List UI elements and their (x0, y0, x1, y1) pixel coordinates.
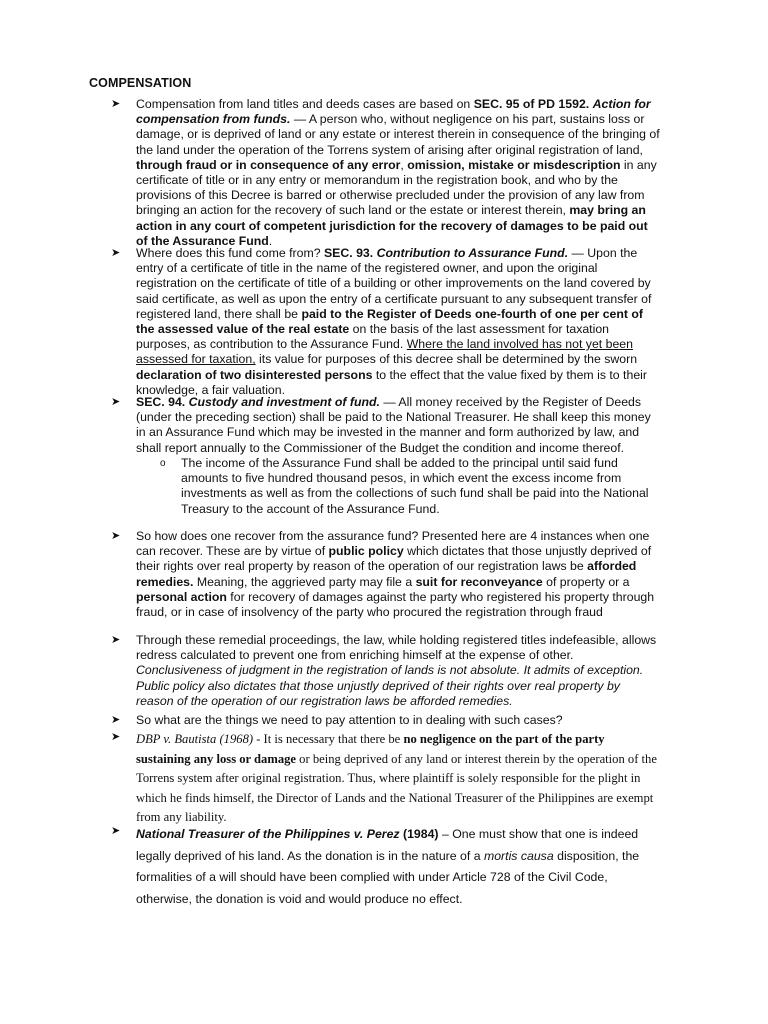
text-run: The income of the Assurance Fund shall be added to the principal until said fund amounts to five hundred thousand pesos, in which event the excess income from investments as well as from the collections of such fund shall be paid into the National Treasury to the account of the Assurance Fund. (181, 456, 649, 516)
list-item-sec93 (112, 246, 660, 398)
list-item-remedial (112, 633, 660, 709)
paragraph-text (136, 713, 660, 728)
text-run: public policy (328, 544, 404, 559)
text-run: So what are the things we need to pay attention to in dealing with such cases? (136, 713, 563, 727)
text-run: National Treasurer of the Philippines v. Perez (136, 827, 400, 841)
arrow-bullet-icon: ➤ (111, 247, 121, 259)
circle-bullet-icon: o (160, 458, 166, 469)
list-item-question (112, 713, 660, 728)
text-run: or being deprived of any land or interest therein by the operation of the Torrens system after original registration. Thus, where plaintiff is solely responsible for the plight in which he finds himself, the Director of Lands and the National Treasurer of the Philippines are exempt from any liability. (136, 751, 657, 824)
text-run: . (268, 233, 273, 248)
text-run: paid to the Register of Deeds one-fourth of one per cent of the assessed value of the real estate (136, 306, 644, 337)
arrow-bullet-icon: ➤ (111, 634, 121, 646)
sub-list-item-income (160, 456, 660, 517)
arrow-bullet-icon: ➤ (111, 396, 121, 408)
text-run: So how does one recover from the assurance fund? Presented here are 4 instances when one can recover. These are by virtue of (136, 529, 650, 559)
paragraph-text (136, 633, 660, 709)
text-run: SEC. 95 of PD 1592. (473, 97, 593, 111)
paragraph-text (136, 395, 660, 456)
paragraph-text (136, 824, 660, 910)
text-run: Custody and investment of fund. (188, 395, 380, 409)
text-run: omission, mistake or misdescription (407, 157, 621, 172)
text-run: — All money received by the Register of Deeds (under the preceding section) shall be paid to the National Treasurer. He shall keep this money in an Assurance Fund which may be invested in the manner and form authorized by law, and shall report annually to the Commissioner of the Budget the condition and income thereof. (136, 395, 651, 455)
text-run: — A person who, without negligence on his part, sustains loss or damage, or is deprived of land or any estate or interest therein in consequence of the bringing of the land under the operation of the Torrens system of arising after original registration of land, (136, 112, 660, 157)
text-run: personal action (136, 589, 227, 604)
paragraph-text (136, 529, 660, 620)
list-item-dbp-bautista (112, 730, 660, 828)
list-item-sec95 (112, 97, 660, 249)
text-run: afforded remedies. (136, 559, 637, 589)
list-item-recovery (112, 529, 660, 620)
arrow-bullet-icon: ➤ (111, 530, 121, 542)
text-run: Contribution to Assurance Fund. (376, 246, 569, 260)
text-run: through fraud or in consequence of any error (136, 157, 401, 172)
text-run: SEC. 94. (136, 395, 189, 409)
text-run: of property or a (542, 574, 630, 589)
text-run: Where the land involved has not yet been assessed for taxation, (136, 337, 633, 367)
arrow-bullet-icon: ➤ (111, 731, 121, 743)
text-run: Where does this fund come from? (136, 246, 324, 260)
text-run: mortis causa (483, 848, 554, 863)
section-heading: COMPENSATION (89, 76, 192, 90)
text-run: (1984) (399, 827, 439, 841)
text-run: disposition, the formalities of a will should have been complied with under Article 728 of the Civil Code, otherwise, the donation is void and would produce no effect. (136, 848, 640, 906)
text-run: declaration of two disinterested persons (136, 367, 373, 382)
text-run: – One must show that one is indeed legally deprived of his land. As the donation is in the nature of a (136, 827, 639, 863)
text-run: - It is necessary that there be (253, 732, 404, 746)
text-run: Action for compensation from funds. (136, 97, 651, 127)
text-run: no negligence on the part of the party sustaining any loss or damage (136, 732, 605, 766)
text-run: suit for reconveyance (415, 574, 543, 589)
paragraph-text (136, 97, 660, 249)
list-item-sec94 (112, 395, 660, 456)
text-run: to the effect that the value fixed by them is to their knowledge, a fair valuation. (136, 367, 647, 397)
text-run: — Upon the entry of a certificate of title in the name of the registered owner, and upon the original registration on the certificate of title of a building or other improvements on the land covered by said certificate, as well as upon the entry of a certificate pursuant to any subsequent transfer of registered land, there shall be (136, 246, 652, 321)
list-item-treasurer-perez (112, 824, 660, 910)
paragraph-text (136, 730, 660, 828)
text-run: its value for purposes of this decree shall be determined by the sworn (255, 352, 638, 367)
text-run: DBP v. Bautista (1968) (136, 732, 254, 746)
text-run: Meaning, the aggrieved party may file a (193, 574, 416, 589)
paragraph-text (136, 246, 660, 398)
text-run: may bring an action in any court of competent jurisdiction for the recovery of damages to be paid out of the Assurance Fund (136, 203, 648, 248)
text-run: in any certificate of title or in any entry or memorandum in the registration book, and who by the provisions of this Decree is barred or otherwise precluded under the provision of any law from bringing an action for the recovery of such land or the estate or interest therein, (136, 157, 657, 218)
text-run: Compensation from land titles and deeds cases are based on (136, 97, 474, 111)
text-run: Conclusiveness of judgment in the registration of lands is not absolute. It admits of exception. Public policy also dictates that those unjustly deprived of their rights over real property by reason of the operation of our registration laws be afforded remedies. (136, 663, 644, 708)
arrow-bullet-icon: ➤ (111, 825, 121, 837)
text-run: SEC. 93. (323, 246, 377, 260)
paragraph-text (181, 456, 660, 517)
arrow-bullet-icon: ➤ (111, 98, 121, 110)
text-run: on the basis of the last assessment for taxation purposes, as contribution to the Assurance Fund. (136, 322, 610, 352)
text-run: Through these remedial proceedings, the law, while holding registered titles indefeasible, allows redress calculated to prevent one from enriching himself at the expense of other. (136, 633, 657, 663)
arrow-bullet-icon: ➤ (111, 714, 121, 726)
text-run: for recovery of damages against the party who registered his property through fraud, or in case of insolvency of the party who procured the registration through fraud (136, 589, 655, 620)
text-run: , (400, 157, 408, 172)
text-run: which dictates that those unjustly deprived of their rights over real property by reason of the operation of our registration laws be (136, 544, 652, 574)
